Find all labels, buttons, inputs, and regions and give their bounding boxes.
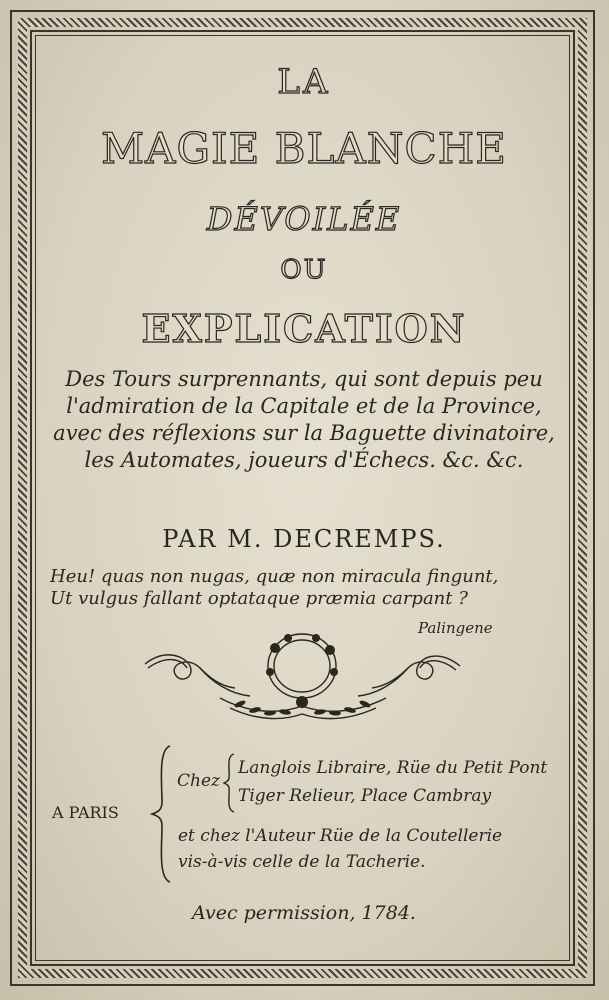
imprint-bookseller: Langlois Libraire, Rüe du Petit Pont [238,758,548,778]
permission-date: Avec permission, 1784. [192,902,416,924]
title-explication: EXPLICATION [141,306,467,351]
subtitle-line: les Automates, joueurs d'Échecs. &c. &c. [84,448,524,472]
subtitle-line: avec des réflexions sur la Baguette divinatoire, [53,421,555,445]
epigraph-line: Heu! quas non nugas, quæ non miracula fingunt, [50,566,499,587]
title-devoilee: DÉVOILÉE [206,200,402,238]
imprint-chez: Chez [177,771,220,791]
imprint-binder: Tiger Relieur, Place Cambray [238,786,492,806]
border-inner-thin-line [35,35,570,961]
author-line: PAR M. DECREMPS. [162,525,446,553]
title-la: LA [277,62,331,102]
floral-wreath-ornament-icon [140,626,465,726]
epigraph-attribution: Palingene [418,619,493,637]
imprint-author-address-cont: vis-à-vis celle de la Tacherie. [178,852,426,872]
title-ou: OU [280,255,328,285]
imprint-city: A PARIS [52,803,119,822]
epigraph [50,566,570,610]
subtitle-line: l'admiration de la Capitale et de la Province, [66,394,542,418]
small-brace-icon [222,752,236,814]
imprint-author-address: et chez l'Auteur Rüe de la Coutellerie [178,826,503,846]
subtitle-line: Des Tours surprennants, qui sont depuis peu [65,367,543,391]
subtitle [40,366,568,474]
epigraph-line: Ut vulgus fallant optataque præmia carpant ? [50,588,468,609]
large-brace-icon [150,744,172,884]
title-magie-blanche: MAGIE BLANCHE [101,124,507,173]
